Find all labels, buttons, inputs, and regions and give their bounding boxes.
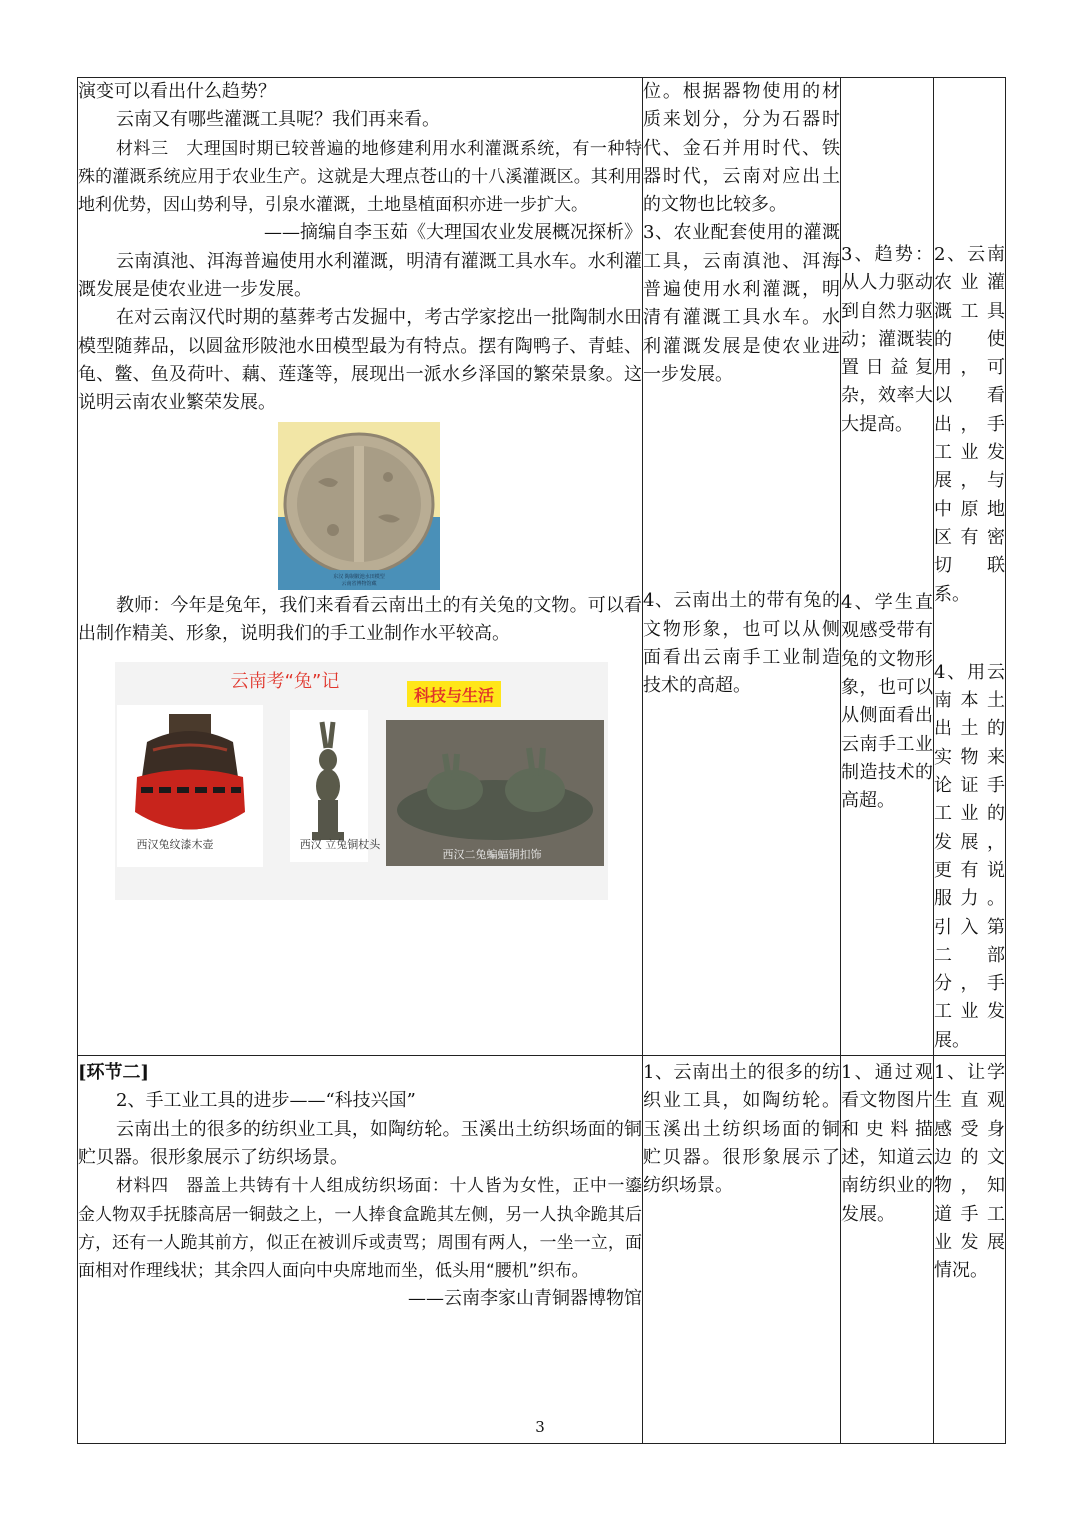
paragraph: 1、让学生直观感受身边的文物，知道手工业发展情况。	[934, 1062, 1005, 1282]
teacher-remark: 教师：今年是兔年，我们来看看云南出土的有关兔的文物。可以看出制作精美、形象，说明我们的手工业制作水平较高。	[78, 594, 642, 644]
artifact-label: 西汉二兔蝙蝠铜扣饰	[442, 848, 542, 862]
table-row	[78, 1056, 1006, 1444]
artifact-label: 西汉 立兔铜杖头	[299, 838, 381, 852]
design-intent-cell	[934, 1056, 1006, 1444]
artifact-label: 西汉兔纹漆木壶	[136, 838, 214, 852]
paragraph: 3、趋势：从人力驱动到自然力驱动；灌溉装置日益复杂，效率大大提高。	[841, 244, 933, 435]
caption-line: 东汉 陶制陂池水田模型	[333, 573, 385, 580]
rabbit-artifacts-image	[115, 662, 608, 900]
section-subheading: 2、手工业工具的进步——“科技兴国”	[116, 1090, 416, 1112]
paragraph: 位。根据器物使用的材质来划分，分为石器时代、金石并用时代、铁器时代，云南对应出土的文物也比较多。	[643, 81, 840, 216]
source-citation: ——云南李家山青铜器博物馆	[408, 1288, 642, 1310]
paragraph: 云南又有哪些灌溉工具呢？我们再来看。	[116, 109, 440, 131]
learning-outcome-cell	[841, 78, 934, 1056]
paragraph: 云南出土的很多的纺织业工具，如陶纺轮。玉溪出土纺织场面的铜贮贝器。很形象展示了纺织场景。	[78, 1118, 642, 1168]
pottery-paddy-field-model-image	[278, 422, 440, 590]
student-activity-cell	[643, 78, 841, 1056]
paragraph: 演变可以看出什么趋势？	[78, 81, 276, 102]
caption-line: 云南省博物馆藏	[341, 580, 377, 587]
page-number: 3	[535, 1418, 545, 1436]
paragraph: 4、云南出土的带有兔的文物形象，也可以从侧面看出云南手工业制造技术的高超。	[643, 590, 840, 697]
image-title: 云南考“兔”记	[230, 671, 340, 693]
design-intent-cell	[934, 78, 1006, 1056]
paragraph: 3、农业配套使用的灌溉工具，云南滇池、洱海普遍使用水利灌溉，明清有灌溉工具水车。水利灌溉发展是使农业进一步发展。	[643, 222, 840, 385]
material-four: 材料四 器盖上共铸有十人组成纺织场面：十人皆为女性，正中一鎏金人物双手抚膝高居一铜鼓之上，一人捧食盒跪其左侧，另一人执伞跪其后方，还有一人跪其前方，似正在被训斥或责骂；周围有两人，一坐一立，面面相对作理线状；其余四人面向中央席地而坐，低头用“腰机”织布。	[78, 1176, 642, 1282]
rabbit-staff-head-image	[290, 710, 381, 862]
learning-outcome-cell	[841, 1056, 934, 1444]
paragraph: 云南滇池、洱海普遍使用水利灌溉，明清有灌溉工具水车。水利灌溉发展是使农业进一步发展。	[78, 250, 642, 301]
paragraph: 在对云南汉代时期的墓葬考古发掘中，考古学家挖出一批陶制水田模型随葬品，以圆盆形陂池水田模型最为有特点。摆有陶鸭子、青蛙、龟、鳖、鱼及荷叶、藕、莲蓬等，展现出一派水乡泽国的繁荣景象。这说明云南农业繁荣发展。	[78, 307, 642, 414]
image-badge: 科技与生活	[413, 686, 495, 706]
table-row	[78, 78, 1006, 1056]
section-heading: [环节二]	[78, 1062, 150, 1084]
paragraph: 4、学生直观感受带有兔的文物形象，也可以从侧面看出云南手工业制造技术的高超。	[841, 592, 933, 812]
lacquer-pot-image	[117, 705, 263, 867]
paragraph: 1、云南出土的很多的纺织业工具，如陶纺轮。玉溪出土纺织场面的铜贮贝器。很形象展示了纺织场景。	[643, 1062, 840, 1197]
material-three: 材料三 大理国时期已较普遍的地修建利用水利灌溉系统，有一种特殊的灌溉系统应用于农业生产。这就是大理点苍山的十八溪灌溉区。其利用地利优势，因山势利导，引泉水灌溉，土地垦植面积亦进一步扩大。	[78, 138, 642, 216]
rabbit-bat-buckle-image	[386, 720, 604, 866]
paragraph: 4、用云南本土出土的实物来论证手工业的发展，更有说服力。引入第二部分，手工业发展。	[934, 661, 1005, 1051]
paragraph: 1、通过观看文物图片和史料描述，知道云南纺织业的发展。	[841, 1062, 933, 1225]
lesson-plan-table	[77, 77, 1006, 1444]
source-citation: ——摘编自李玉茹《大理国农业发展概况探析》	[264, 222, 642, 244]
teaching-content-cell	[78, 1056, 643, 1444]
student-activity-cell	[643, 1056, 841, 1444]
teaching-content-cell	[78, 78, 643, 1056]
paragraph: 2、云南农业灌溉工具的使用，可以看出，手工业发展，与中原地区有密切联系。	[934, 244, 1005, 605]
